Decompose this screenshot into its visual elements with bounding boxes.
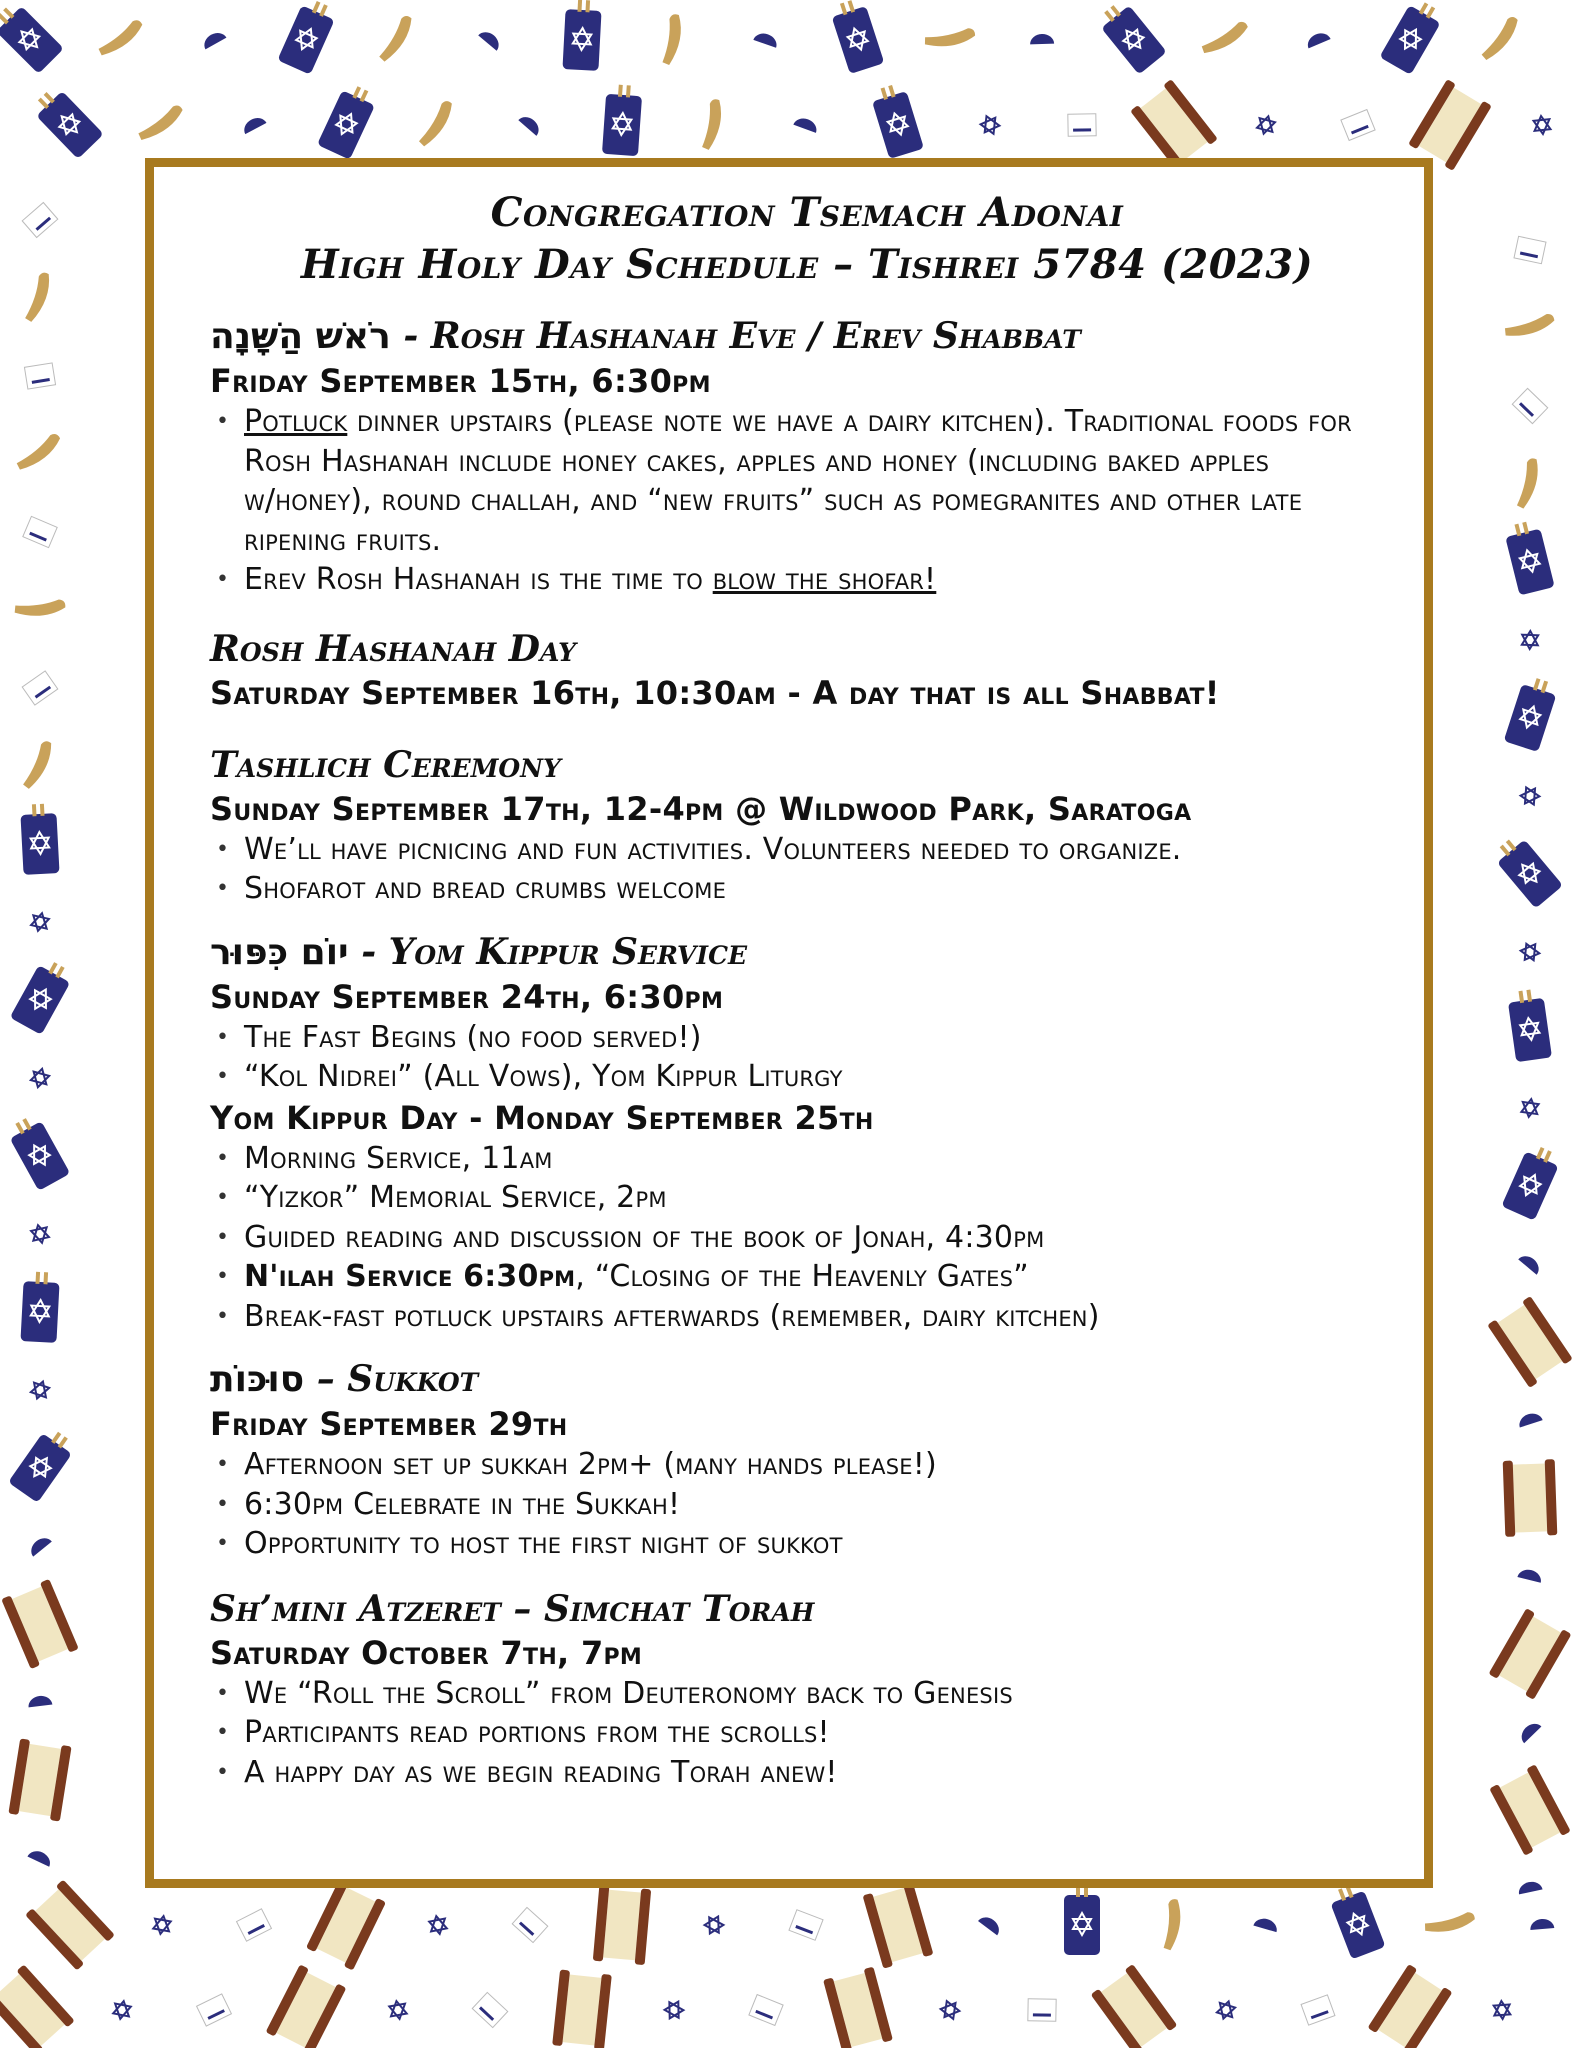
torah-icon [5,1112,70,1191]
prayer-book-icon [1028,1999,1056,2021]
shofar-icon [1478,16,1523,60]
rosh-hashanah-heading-text: - Rosh Hashanah Eve / Erev Shabbat [390,315,1081,357]
kippah-icon [1517,1719,1541,1743]
list-item [210,560,1404,600]
list-item: • Morning Service, 11am [210,1139,1404,1179]
torah-icon [1379,0,1445,75]
sukkot-heading-text: – Sukkot [304,1358,479,1400]
shofar-icon [684,97,739,152]
rosh-hashanah-hebrew: רֹאשׁ הַשָּׁנָה [210,316,391,357]
kippah-icon [1517,1567,1543,1583]
list-item: • Opportunity to host the first night of sukkot [210,1524,1404,1564]
tashlich-list [210,830,1404,909]
shofar-icon [1500,456,1554,510]
prayer-book-icon [1301,1995,1335,2025]
yom-kippur-heading [210,929,1404,976]
list-item: • Guided reading and discussion of the book of Jonah, 4:30pm [210,1218,1404,1258]
sukkot-heading [210,1356,1404,1403]
torah-icon [1327,1881,1386,1959]
shofar-icon [412,100,459,147]
list-item: • The Fast Begins (no food served!) [210,1018,1404,1058]
kippah-icon [27,1695,52,1708]
star-of-david-icon [153,1915,172,1936]
yom-kippur-date: Sunday September 24th, 6:30pm [210,977,724,1016]
rosh-hashanah-date: Friday September 15th, 6:30pm [210,362,711,400]
star-of-david-icon [1518,784,1541,808]
shofar-icon [644,12,699,67]
kippah-icon [201,29,227,49]
list-item: • Afternoon set up sukkah 2pm+ (many hands please!) [210,1445,1404,1485]
shofar-icon [1422,1895,1477,1950]
star-of-david-icon [1216,1999,1237,2021]
torah-icon [1504,674,1560,752]
torah-icon [8,1425,78,1503]
torah-icon [1095,0,1167,75]
kippah-icon [27,1534,52,1557]
kippah-icon [1030,34,1054,45]
scroll-icon [1091,1964,1178,2048]
kippah-icon [478,28,503,51]
kippah-icon [241,114,267,134]
shofar-icon [12,579,68,635]
list-item [210,402,1404,560]
prayer-book-icon [1341,110,1375,141]
star-of-david-icon [428,1915,447,1936]
kippah-icon [1518,1252,1543,1275]
scroll-icon [863,1881,934,1968]
prayer-book-icon [1512,388,1547,423]
scroll-icon [306,1879,386,1970]
simchat-torah-heading: Sh’mini Atzeret – Simchat Torah [210,1587,815,1630]
star-of-david-icon [30,1379,51,1401]
sukkot-hebrew: סוּכּוֹת [210,1359,305,1400]
torah-icon [1501,1142,1562,1221]
star-of-david-icon [28,1066,52,1090]
scroll-icon [266,1964,347,2048]
schedule-subtitle: High Holy Day Schedule – Tishrei 5784 (2023) [300,241,1314,288]
scroll-icon [823,1967,893,2048]
star-of-david-icon [30,1223,50,1244]
kippah-icon [793,115,819,133]
shofar-icon [372,15,420,63]
simchat-torah-date: Saturday October 7th, 7pm [210,1633,643,1672]
scroll-icon [1,1579,79,1669]
scroll-icon [552,1969,612,2048]
congregation-title: Congregation Tsemach Adonai [490,189,1124,236]
star-of-david-icon [112,2000,131,2021]
torah-icon [317,81,379,160]
prayer-book-icon [1514,236,1546,263]
torah-icon [829,0,885,74]
kippah-icon [1253,1916,1279,1932]
scroll-icon [593,1885,651,1965]
prayer-book-icon [237,1909,272,1941]
kippah-icon [518,113,543,136]
list-item: • 6:30pm Celebrate in the Sukkah! [210,1485,1404,1525]
list-item: • “Yizkor” Memorial Service, 2pm [210,1178,1404,1218]
neilah-service: N'ilah Service 6:30pm [244,1259,576,1294]
schedule-content [210,187,1404,1792]
torah-icon [1507,988,1552,1062]
rosh-hashanah-day-heading: Rosh Hashanah Day [210,627,577,670]
rosh-hashanah-day-date: Saturday September 16th, 10:30am - A day that is all Shabbat! [210,673,1220,712]
yom-kippur-heading-text: - Yom Kippur Service [348,930,748,973]
prayer-book-icon [22,203,58,238]
shofar-icon [922,10,977,65]
simchat-torah-list [210,1674,1404,1793]
prayer-book-icon [24,363,55,389]
shofar-icon [98,16,143,61]
star-of-david-icon [1522,631,1539,650]
shofar-icon [16,430,61,474]
yom-kippur-day-date: Yom Kippur Day - Monday September 25th [210,1098,874,1137]
scroll-icon [1367,1964,1452,2048]
star-of-david-icon [702,1913,725,1937]
kippah-icon [978,1913,1003,1935]
blow-shofar-link[interactable]: blow the shofar! [712,562,937,597]
yom-kippur-list [210,1018,1404,1097]
rosh-hashanah-list [210,402,1404,600]
sukkot-date: Friday September 29th [210,1405,568,1443]
schedule-frame [145,158,1433,1888]
scroll-icon [1503,1459,1558,1537]
list-item: • A happy day as we begin reading Torah anew! [210,1753,1404,1793]
kippah-icon [1517,1411,1543,1428]
prayer-book-icon [197,1994,232,2026]
torah-icon [0,0,64,74]
potluck-link[interactable]: Potluck [244,404,348,439]
kippah-icon [1517,1880,1543,1895]
star-of-david-icon [1493,2000,1510,2019]
torah-icon [20,803,60,875]
list-item: • We “Roll the Scroll” from Deuteronomy back to Genesis [210,1674,1404,1714]
torah-icon [1490,832,1563,909]
scroll-icon [1489,1764,1571,1856]
prayer-book-icon [1068,114,1096,136]
torah-icon [10,956,75,1035]
prayer-book-icon [22,671,58,705]
shofar-icon [1143,1897,1199,1953]
yom-kippur-hebrew: יוֹם כִּפּוּר [210,931,349,973]
list-item: • Participants read portions from the scrolls! [210,1713,1404,1753]
shofar-icon [1200,14,1248,62]
torah-icon [602,84,643,156]
kippah-icon [27,1847,53,1866]
torah-icon [1064,1885,1100,1955]
sukkot-list [210,1445,1404,1564]
prayer-book-icon [23,516,57,547]
torah-icon [29,84,104,159]
list-item [210,1257,1404,1297]
shofar-text: Erev Rosh Hashanah is the time to [244,562,713,597]
tashlich-date: Sunday September 17th, 12-4pm @ Wildwood Park, Saratoga [210,789,1192,828]
star-of-david-icon [1256,114,1276,136]
rosh-hashanah-heading [210,313,1404,360]
scroll-icon [1488,1608,1571,1700]
yom-kippur-day-list [210,1139,1404,1337]
shofar-icon [11,271,64,324]
star-of-david-icon [938,1998,962,2022]
potluck-text: dinner upstairs (please note we have a dairy kitchen). Traditional foods for Rosh Hashanah include honey cakes, apples and honey (including baked apples w/honey), round challah, and “new fruits” such as pomegranites and other late ripening fruits. [244,404,1352,558]
tashlich-heading: Tashlich Ceremony [210,743,561,786]
scroll-icon [1487,1296,1573,1388]
star-of-david-icon [30,911,50,932]
star-of-david-icon [978,113,1002,137]
shofar-icon [137,100,183,145]
shofar-icon [12,740,63,790]
prayer-book-icon [512,1907,548,1942]
kippah-icon [1305,30,1331,49]
prayer-book-icon [749,1995,783,2026]
scroll-icon [8,1738,71,1821]
star-of-david-icon [1519,941,1541,964]
torah-icon [277,0,338,75]
star-of-david-icon [663,1998,686,2022]
scroll-icon [0,1964,75,2048]
shofar-icon [1502,299,1556,353]
list-item: • “Kol Nidrei” (All Vows), Yom Kippur Liturgy [210,1057,1404,1097]
scroll-icon [25,1879,115,1970]
torah-icon [1503,519,1555,596]
kippah-icon [1530,1918,1555,1930]
list-item: • Break-fast potluck upstairs afterwards (remember, dairy kitchen) [210,1297,1404,1337]
list-item: • We’ll have picnicing and fun activities. Volunteers needed to organize. [210,830,1404,870]
kippah-icon [753,30,779,47]
torah-icon [20,1271,60,1343]
torah-icon [562,0,602,71]
torah-icon [869,81,924,158]
star-of-david-icon [1533,115,1551,135]
star-of-david-icon [389,2000,408,2021]
star-of-david-icon [1521,1098,1539,1118]
prayer-book-icon [789,1910,823,1941]
list-item: • Shofarot and bread crumbs welcome [210,869,1404,909]
prayer-book-icon [472,1992,507,2027]
neilah-text: , “Closing of the Heavenly Gates” [575,1259,1029,1294]
